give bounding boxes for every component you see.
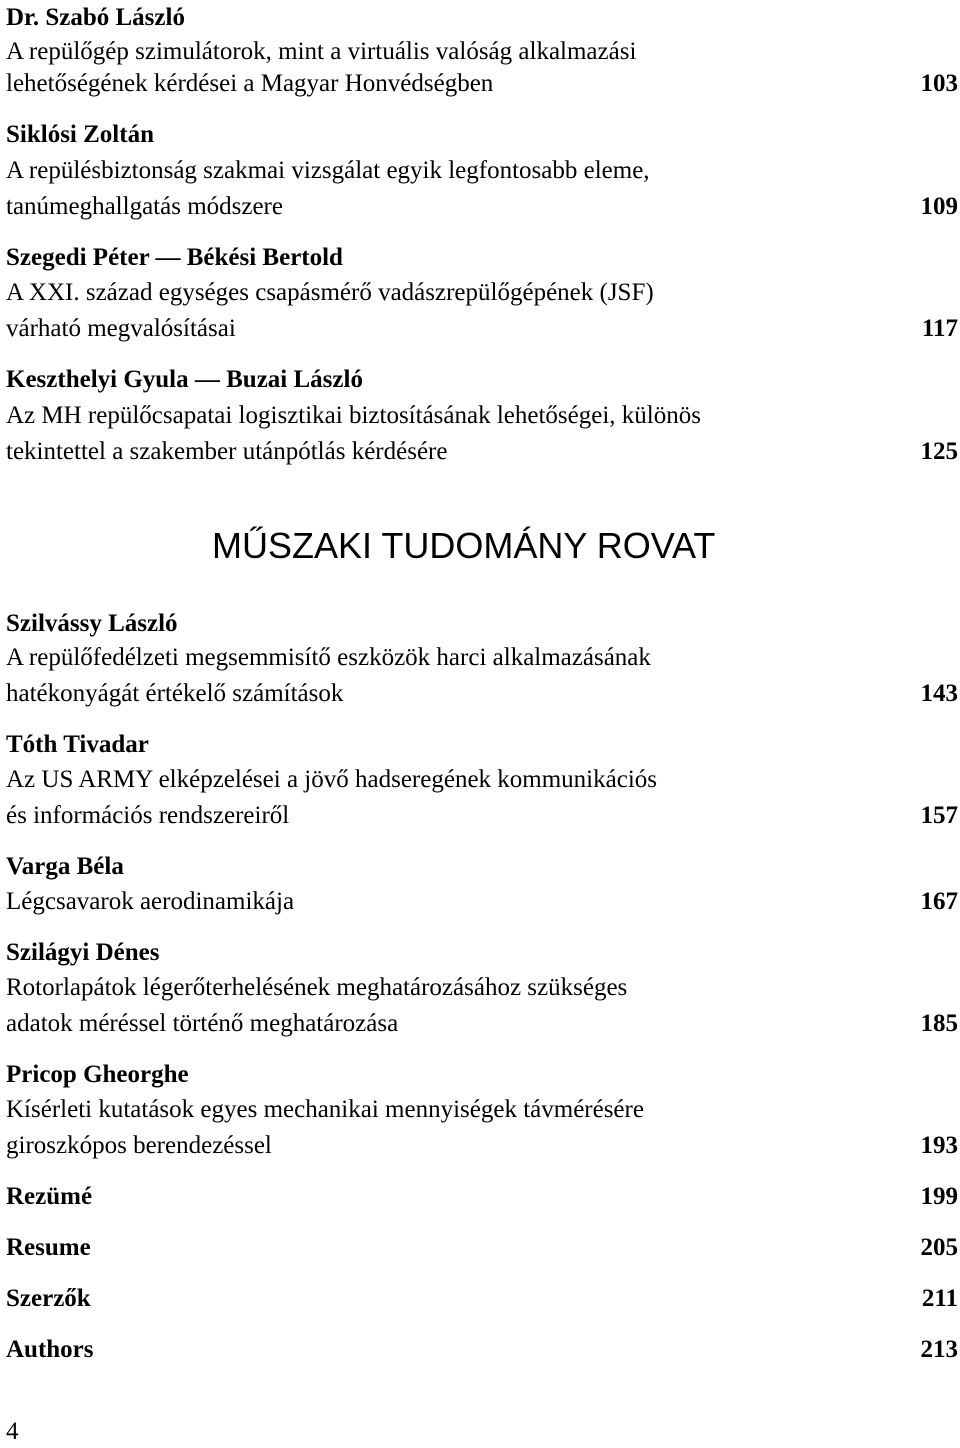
- toc-title-line: [6, 798, 958, 834]
- toc-single-entry: [6, 1332, 958, 1368]
- toc-title-line: A XXI. század egységes csapásmérő vadászrepülőgépének (JSF): [6, 279, 654, 306]
- toc-author: Szegedi Péter — Békési Bertold: [6, 244, 343, 271]
- toc-title-line: Kísérleti kutatások egyes mechanikai mennyiségek távmérésére: [6, 1096, 644, 1123]
- toc-entry-label: Rezümé: [6, 1183, 93, 1210]
- toc-title-text: és információs rendszereiről: [6, 802, 290, 829]
- toc-entry-label: Authors: [6, 1336, 94, 1363]
- toc-title-line: A repülőgép szimulátorok, mint a virtuális valóság alkalmazási: [6, 38, 637, 65]
- toc-page-number: 125: [920, 438, 958, 465]
- toc-title-text: tanúmeghallgatás módszere: [6, 193, 283, 220]
- toc-title-text: adatok méréssel történő meghatározása: [6, 1010, 399, 1037]
- toc-page-number: 205: [920, 1234, 958, 1261]
- toc-title-line: [6, 676, 958, 712]
- toc-page-number: 213: [920, 1336, 958, 1363]
- toc-page-number: 211: [921, 1285, 958, 1312]
- toc-title-line: A repülésbiztonság szakmai vizsgálat egyik legfontosabb eleme,: [6, 157, 650, 184]
- toc-title-text: lehetőségének kérdései a Magyar Honvédségben: [6, 70, 494, 97]
- toc-page-number: 199: [920, 1183, 958, 1210]
- toc-single-entry: [6, 1230, 958, 1266]
- table-of-contents-continued: [6, 0, 958, 1448]
- toc-page-number: 143: [920, 680, 958, 707]
- toc-title-line: [6, 884, 958, 920]
- toc-author: Varga Béla: [6, 853, 124, 880]
- toc-title-text: giroszkópos berendezéssel: [6, 1132, 272, 1159]
- toc-author: Tóth Tivadar: [6, 731, 149, 758]
- toc-title-text: hatékonyágát értékelő számítások: [6, 680, 344, 707]
- toc-title-line: A repülőfedélzeti megsemmisítő eszközök harci alkalmazásának: [6, 644, 651, 671]
- section-heading: MŰSZAKI TUDOMÁNY ROVAT: [212, 525, 716, 566]
- toc-title-line: [6, 1128, 958, 1164]
- toc-title-line: Rotorlapátok légerőterhelésének meghatározásához szükséges: [6, 974, 628, 1001]
- toc-title-line: [6, 1006, 958, 1042]
- toc-title-line: Az MH repülőcsapatai logisztikai biztosításának lehetőségei, különös: [6, 402, 701, 429]
- toc-single-entry: [6, 1179, 958, 1215]
- toc-title-text: Légcsavarok aerodinamikája: [6, 888, 295, 915]
- toc-page-number: 185: [920, 1010, 958, 1037]
- toc-title-line: Az US ARMY elképzelései a jövő hadseregének kommunikációs: [6, 766, 657, 793]
- toc-entry-label: Resume: [6, 1234, 91, 1261]
- toc-page-number: 167: [920, 888, 958, 915]
- toc-author: Szilvássy László: [6, 610, 178, 637]
- toc-author: Keszthelyi Gyula — Buzai László: [6, 366, 363, 393]
- toc-page-number: 193: [920, 1132, 958, 1159]
- toc-author: Dr. Szabó László: [6, 4, 185, 31]
- toc-single-entry: [6, 1281, 958, 1317]
- toc-title-text: várható megvalósításai: [6, 315, 236, 342]
- toc-title-text: tekintettel a szakember utánpótlás kérdésére: [6, 438, 448, 465]
- page-folio: 4: [6, 1418, 19, 1445]
- toc-author: Szilágyi Dénes: [6, 939, 160, 966]
- toc-page-number: 109: [920, 193, 958, 220]
- toc-page-number: 117: [921, 315, 958, 342]
- toc-page-number: 157: [920, 802, 958, 829]
- toc-author: Siklósi Zoltán: [6, 121, 154, 148]
- toc-entry-label: Szerzők: [6, 1285, 91, 1312]
- toc-page-number: 103: [920, 70, 958, 97]
- toc-author: Pricop Gheorghe: [6, 1061, 189, 1088]
